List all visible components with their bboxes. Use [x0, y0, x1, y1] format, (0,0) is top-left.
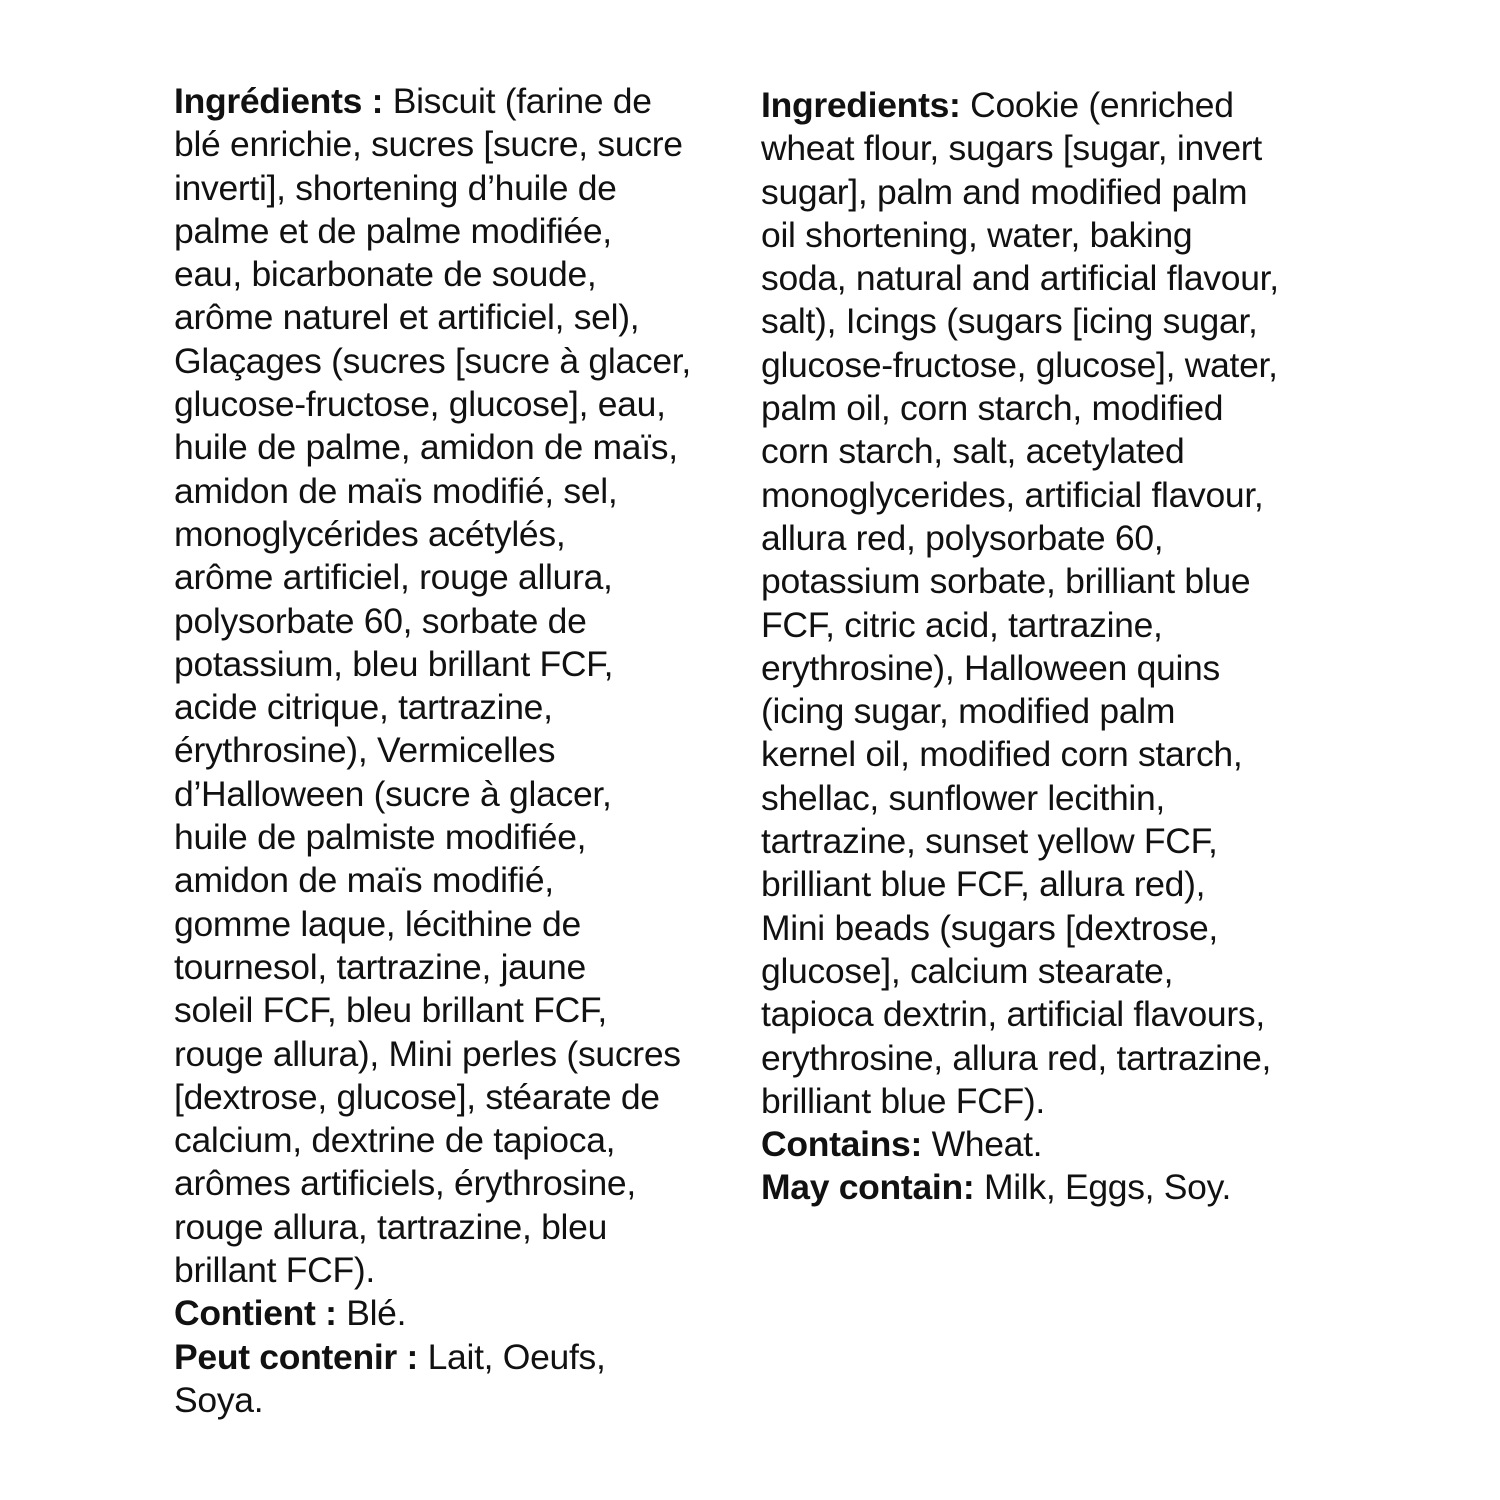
english-line-text: shellac, sunflower lecithin, [761, 777, 1165, 818]
french-text-line [174, 253, 754, 296]
french-text-line [174, 1162, 754, 1205]
french-text-line [174, 80, 754, 123]
english-line-text: brilliant blue FCF, allura red), [761, 864, 1206, 905]
english-text-line [761, 993, 1351, 1036]
french-text-line [174, 426, 754, 469]
english-text-line [761, 863, 1351, 906]
english-text-line [761, 387, 1351, 430]
english-line-text: sugar], palm and modified palm [761, 171, 1248, 212]
english-line-text: palm oil, corn starch, modified [761, 388, 1224, 429]
english-line-text: soda, natural and artificial flavour, [761, 258, 1279, 299]
french-line-text: Biscuit (farine de [383, 81, 652, 121]
english-line-text: Milk, Eggs, Soy. [974, 1167, 1232, 1208]
french-section-label: Ingrédients : [174, 81, 384, 121]
english-line-text: oil shortening, water, baking [761, 214, 1193, 255]
french-text-line [174, 989, 754, 1032]
english-line-text: brilliant blue FCF). [761, 1080, 1045, 1121]
english-text-line [761, 214, 1351, 257]
french-text-line [174, 1119, 754, 1162]
french-line-text: arôme naturel et artificiel, sel), [174, 297, 640, 338]
french-ingredients-column [174, 80, 754, 1422]
english-line-text: glucose], calcium stearate, [761, 950, 1174, 991]
english-text-line [761, 950, 1351, 993]
french-text-line [174, 859, 754, 902]
french-line-text: huile de palmiste modifiée, [174, 817, 587, 858]
french-line-text: Blé. [336, 1293, 407, 1334]
english-text-line [761, 733, 1351, 776]
french-text-line [174, 296, 754, 339]
english-line-text: allura red, polysorbate 60, [761, 517, 1164, 558]
french-line-text: amidon de maïs modifié, sel, [174, 470, 618, 511]
french-text-line [174, 946, 754, 989]
english-text-line [761, 777, 1351, 820]
english-line-text: (icing sugar, modified palm [761, 691, 1176, 732]
english-text-line [761, 127, 1351, 170]
french-text-line [174, 816, 754, 859]
french-line-text: arôme artificiel, rouge allura, [174, 557, 613, 598]
english-text-line [761, 690, 1351, 733]
french-line-text: palme et de palme modifiée, [174, 210, 612, 251]
french-text-line [174, 903, 754, 946]
english-line-text: tapioca dextrin, artificial flavours, [761, 994, 1265, 1035]
english-line-text: Wheat. [922, 1124, 1043, 1165]
english-line-text: Cookie (enriched [960, 85, 1234, 125]
french-line-text: Soya. [174, 1379, 264, 1420]
french-line-text: monoglycérides acétylés, [174, 513, 566, 554]
french-text-line [174, 513, 754, 556]
english-line-text: erythrosine, allura red, tartrazine, [761, 1037, 1272, 1078]
english-line-text: salt), Icings (sugars [icing sugar, [761, 301, 1258, 342]
french-text-line [174, 1292, 754, 1335]
french-text-line [174, 167, 754, 210]
french-line-text: [dextrose, glucose], stéarate de [174, 1076, 660, 1117]
french-text-line [174, 1379, 754, 1422]
english-text-line [761, 907, 1351, 950]
english-text-line [761, 517, 1351, 560]
french-line-text: amidon de maïs modifié, [174, 860, 554, 901]
french-line-text: polysorbate 60, sorbate de [174, 600, 587, 641]
english-text-line [761, 300, 1351, 343]
english-text-line [761, 474, 1351, 517]
english-line-text: kernel oil, modified corn starch, [761, 734, 1243, 775]
english-ingredients-column [761, 84, 1351, 1210]
english-line-text: glucose-fructose, glucose], water, [761, 344, 1278, 385]
french-text-line [174, 123, 754, 166]
french-text-line [174, 773, 754, 816]
english-text-line [761, 430, 1351, 473]
french-line-text: inverti], shortening d’huile de [174, 167, 617, 208]
english-line-text: potassium sorbate, brilliant blue [761, 561, 1251, 602]
french-line-text: brillant FCF). [174, 1250, 375, 1291]
french-text-line [174, 1249, 754, 1292]
french-text-line [174, 556, 754, 599]
french-line-text: arômes artificiels, érythrosine, [174, 1163, 636, 1204]
french-text-line [174, 470, 754, 513]
french-text-line [174, 1033, 754, 1076]
french-text-line [174, 340, 754, 383]
english-line-text: corn starch, salt, acetylated [761, 431, 1185, 472]
english-section-label: Contains: [761, 1124, 922, 1165]
english-text-line [761, 604, 1351, 647]
french-line-text: potassium, bleu brillant FCF, [174, 643, 614, 684]
french-section-label: Contient : [174, 1293, 337, 1334]
french-text-line [174, 383, 754, 426]
english-section-label: Ingredients: [761, 85, 961, 125]
french-text-line [174, 1076, 754, 1119]
english-text-line [761, 1080, 1351, 1123]
english-text-line [761, 344, 1351, 387]
english-text-line [761, 84, 1351, 127]
french-text-line [174, 729, 754, 772]
english-line-text: FCF, citric acid, tartrazine, [761, 604, 1163, 645]
english-line-text: Mini beads (sugars [dextrose, [761, 907, 1218, 948]
french-line-text: gomme laque, lécithine de [174, 903, 581, 944]
english-text-line [761, 1037, 1351, 1080]
french-line-text: calcium, dextrine de tapioca, [174, 1120, 616, 1161]
french-line-text: tournesol, tartrazine, jaune [174, 946, 586, 987]
french-line-text: érythrosine), Vermicelles [174, 730, 556, 771]
english-text-line [761, 1166, 1351, 1209]
french-line-text: blé enrichie, sucres [sucre, sucre [174, 124, 683, 165]
english-text-line [761, 257, 1351, 300]
english-section-label: May contain: [761, 1167, 975, 1208]
english-line-text: tartrazine, sunset yellow FCF, [761, 821, 1218, 862]
french-line-text: Glaçages (sucres [sucre à glacer, [174, 340, 691, 381]
english-line-text: monoglycerides, artificial flavour, [761, 474, 1264, 515]
french-text-line [174, 643, 754, 686]
english-text-line [761, 820, 1351, 863]
french-line-text: rouge allura, tartrazine, bleu [174, 1206, 608, 1247]
french-section-label: Peut contenir : [174, 1336, 419, 1377]
french-line-text: eau, bicarbonate de soude, [174, 254, 597, 295]
french-line-text: soleil FCF, bleu brillant FCF, [174, 990, 607, 1031]
english-text-line [761, 171, 1351, 214]
french-text-line [174, 686, 754, 729]
english-line-text: erythrosine), Halloween quins [761, 647, 1220, 688]
french-line-text: glucose-fructose, glucose], eau, [174, 384, 666, 425]
english-text-line [761, 560, 1351, 603]
french-line-text: acide citrique, tartrazine, [174, 687, 553, 728]
french-line-text: d’Halloween (sucre à glacer, [174, 773, 612, 814]
english-text-line [761, 647, 1351, 690]
english-line-text: wheat flour, sugars [sugar, invert [761, 128, 1262, 169]
english-text-line [761, 1123, 1351, 1166]
french-line-text: huile de palme, amidon de maïs, [174, 427, 678, 468]
french-text-line [174, 210, 754, 253]
french-line-text: rouge allura), Mini perles (sucres [174, 1033, 681, 1074]
french-line-text: Lait, Oeufs, [418, 1336, 606, 1377]
french-text-line [174, 600, 754, 643]
french-text-line [174, 1206, 754, 1249]
french-text-line [174, 1336, 754, 1379]
